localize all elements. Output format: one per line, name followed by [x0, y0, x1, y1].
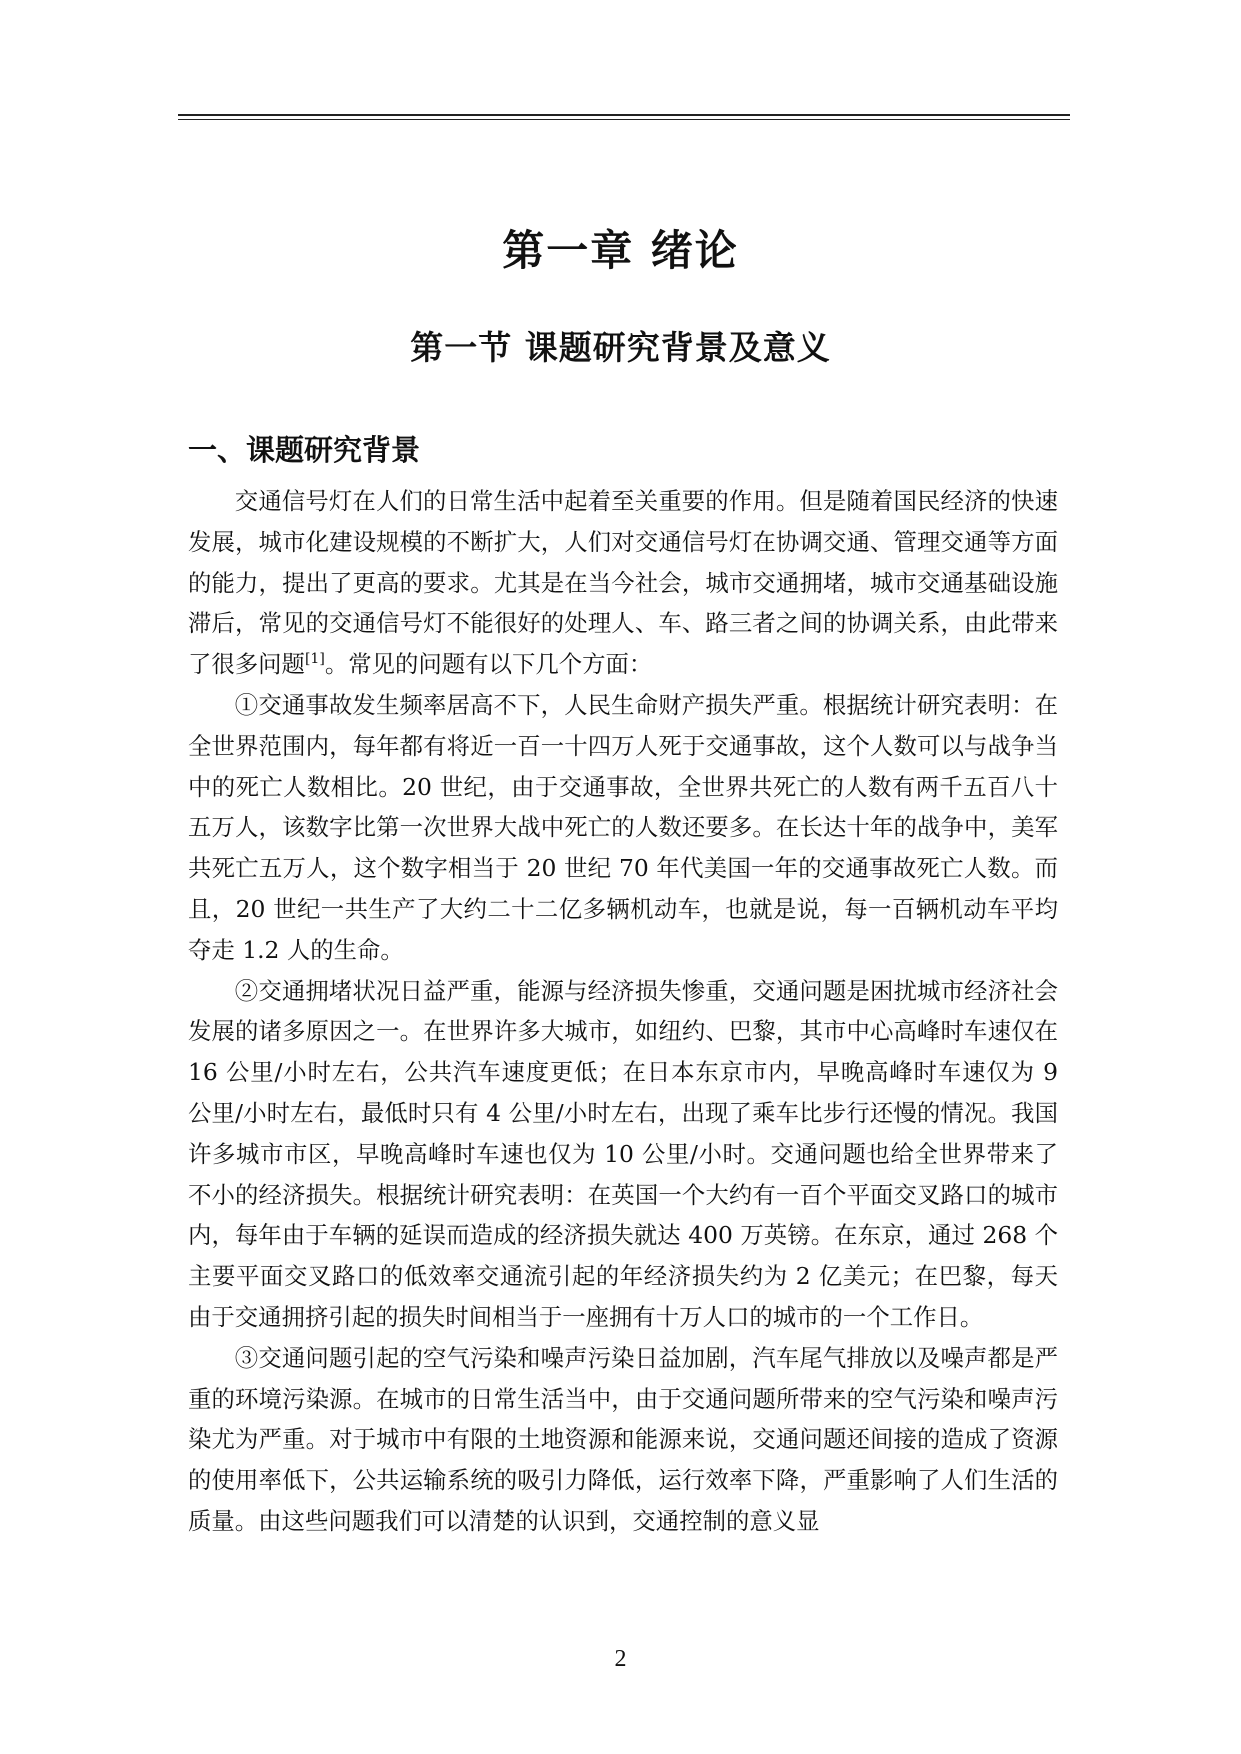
body-text — [188, 481, 1058, 1542]
paragraph: ①交通事故发生频率居高不下，人民生命财产损失严重。根据统计研究表明：在全世界范围内，每年都有将近一百一十四万人死于交通事故，这个人数可以与战争当中的死亡人数相比。20 世纪，由于交通事故，全世界共死亡的人数有两千五百八十五万人，该数字比第一次世界大战中死亡的人数还要多。在长达十年的战争中，美军共死亡五万人，这个数字相当于 20 世纪 70 年代美国一年的交通事故死亡人数。而且，20 世纪一共生产了大约二十二亿多辆机动车，也就是说，每一百辆机动车平均夺走 1.2 人的生命。 — [188, 690, 1058, 964]
paragraph-text-continued: 。常见的问题有以下几个方面： — [324, 650, 653, 679]
chapter-title: 第一章 绪论 — [502, 226, 739, 275]
citation[interactable]: [1] — [304, 651, 325, 668]
page-number: 2 — [614, 1646, 627, 1672]
header-rule — [178, 114, 1070, 116]
paragraph: ②交通拥堵状况日益严重，能源与经济损失惨重，交通问题是困扰城市经济社会发展的诸多原因之一。在世界许多大城市，如纽约、巴黎，其市中心高峰时车速仅在 16 公里/小时左右，公共汽车速度更低；在日本东京市内，早晚高峰时车速仅为 9 公里/小时左右，最低时只有 4 公里/小时左右，出现了乘车比步行还慢的情况。我国许多城市市区，早晚高峰时车速也仅为 10 公里/小时。交通问题也给全世界带来了不小的经济损失。根据统计研究表明：在英国一个大约有一百个平面交叉路口的城市内，每年由于车辆的延误而造成的经济损失就达 400 万英镑。在东京，通过 268 个主要平面交叉路口的低效率交通流引起的年经济损失约为 2 亿美元；在巴黎，每天由于交通拥挤引起的损失时间相当于一座拥有十万人口的城市的一个工作日。 — [188, 976, 1058, 1331]
header-rule-thin — [178, 119, 1070, 120]
section-title: 第一节 课题研究背景及意义 — [410, 328, 831, 367]
paragraph: ③交通问题引起的空气污染和噪声污染日益加剧，汽车尾气排放以及噪声都是严重的环境污染源。在城市的日常生活当中，由于交通问题所带来的空气污染和噪声污染尤为严重。对于城市中有限的土地资源和能源来说，交通问题还间接的造成了资源的使用率低下，公共运输系统的吸引力降低，运行效率下降，严重影响了人们生活的质量。由这些问题我们可以清楚的认识到，交通控制的意义显 — [188, 1343, 1058, 1535]
subsection-title: 一、课题研究背景 — [188, 433, 421, 467]
paragraph-text: 交通信号灯在人们的日常生活中起着至关重要的作用。但是随着国民经济的快速发展，城市化建设规模的不断扩大，人们对交通信号灯在协调交通、管理交通等方面的能力，提出了更高的要求。尤其是在当今社会，城市交通拥堵，城市交通基础设施滞后，常见的交通信号灯不能很好的处理人、车、路三者之间的协调关系，由此带来了很多问题 — [188, 487, 1058, 679]
paragraph — [188, 481, 1058, 685]
